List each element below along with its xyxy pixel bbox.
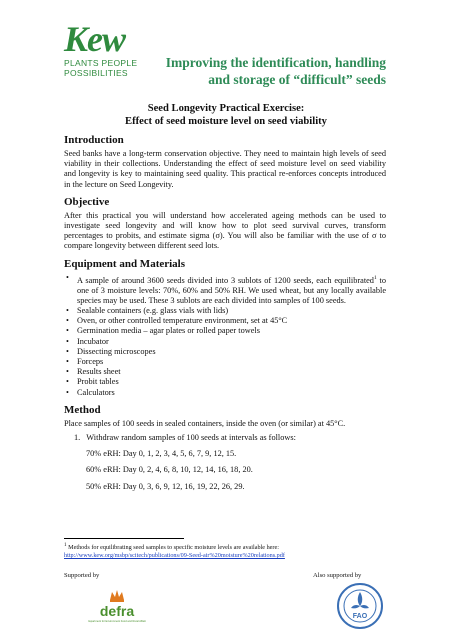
equipment-heading: Equipment and Materials — [64, 257, 186, 270]
footnote-ref: 1 — [373, 274, 377, 281]
equipment-item: • Forceps — [64, 357, 386, 367]
defra-crown-icon — [88, 586, 146, 630]
subtitle-line1: Seed Longevity Practical Exercise: — [147, 103, 305, 114]
method-step-1: 1. Withdraw random samples of 100 seeds at intervals as follows: — [74, 433, 296, 443]
introduction-text: Seed banks have a long-term conservation objective. They need to maintain high levels of seed viability in their collections. Understanding the effect of seed moisture level on seed viability and longevity is key to maintaining seed quality. This practical re-enforces concepts introduced in the lecture on Seed Longevity. — [64, 149, 386, 189]
schedule-50: 50% eRH: Day 0, 3, 6, 9, 12, 16, 19, 22, 26, 29. — [86, 481, 245, 491]
document-subtitle — [0, 102, 452, 128]
document-body — [64, 134, 386, 498]
introduction-section — [64, 134, 386, 190]
schedule-70: 70% eRH: Day 0, 1, 2, 3, 4, 5, 6, 7, 9, 12, 15. — [86, 449, 237, 459]
footnote-divider — [64, 538, 184, 539]
equipment-item: • Probit tables — [64, 377, 386, 387]
subtitle-line2: Effect of seed moisture level on seed viability — [125, 116, 327, 127]
fao-wordmark: FAO — [352, 613, 368, 620]
supported-by-label: Supported by — [64, 572, 100, 579]
logo-wordmark: Kew — [64, 19, 126, 59]
schedule-60: 60% eRH: Day 0, 2, 4, 6, 8, 10, 12, 14, 16, 18, 20. — [86, 465, 253, 475]
footnote-text: Methods for equilibrating seed samples to specific moisture levels are available here: — [66, 544, 279, 552]
header-title-line2: and storage of “difficult” seeds — [208, 71, 386, 87]
equipment-item: • Dissecting microscopes — [64, 347, 386, 357]
logo-tagline-2: POSSIBILITIES — [64, 68, 128, 78]
equipment-section — [64, 258, 386, 398]
defra-wordmark: defra — [99, 603, 135, 619]
equipment-item: • A sample of around 3600 seeds divided into 3 sublots of 1200 seeds, each equilibrated$^1$ to one of 3 moisture levels: 70%, 60% and 50% RH. We used wheat, but any locally available species may be used. These 3 sublots are each divided into samples of 100 seeds. — [64, 273, 386, 306]
header-title — [166, 55, 386, 88]
fao-logo — [336, 582, 384, 630]
method-heading: Method — [64, 403, 101, 416]
equipment-item: • Incubator — [64, 337, 386, 347]
equipment-item: • Sealable containers (e.g. glass vials with lids) — [64, 306, 386, 316]
defra-logo — [88, 586, 146, 630]
footnote-link[interactable]: http://www.kew.org/msbp/scitech/publications/09-Seed-air%20moisture%20relations.pdf — [64, 552, 285, 560]
equipment-item: • Results sheet — [64, 367, 386, 377]
equipment-item: • Germination media – agar plates or rolled paper towels — [64, 326, 386, 336]
equipment-list — [64, 273, 386, 398]
kew-logo — [64, 19, 154, 92]
footnote-number: 1 — [64, 542, 67, 548]
logo-tagline-1: PLANTS PEOPLE — [64, 58, 138, 68]
objective-section — [64, 196, 386, 252]
equipment-item: • Calculators — [64, 388, 386, 398]
method-section — [64, 404, 386, 492]
defra-subtext: Department for Environment Food and Rural Affairs — [88, 620, 146, 623]
method-intro: Place samples of 100 seeds in sealed containers, inside the oven (or similar) at 45°C. — [64, 418, 346, 428]
objective-heading: Objective — [64, 195, 110, 208]
header-title-line1: Improving the identification, handling — [165, 55, 386, 70]
equipment-item: • Oven, or other controlled temperature environment, set at 45°C — [64, 316, 386, 326]
footnote — [64, 541, 394, 560]
introduction-heading: Introduction — [64, 134, 124, 146]
also-supported-by-label: Also supported by — [313, 572, 362, 579]
fao-emblem-icon — [336, 582, 384, 630]
objective-text: After this practical you will understand how accelerated ageing methods can be used to investigate seed longevity and will know how to plot seed survival curves, transform percentages to probits, and estimate sigma (σ). You will also be familiar with the use of σ to compare longevity between different seed lots. — [64, 210, 386, 251]
